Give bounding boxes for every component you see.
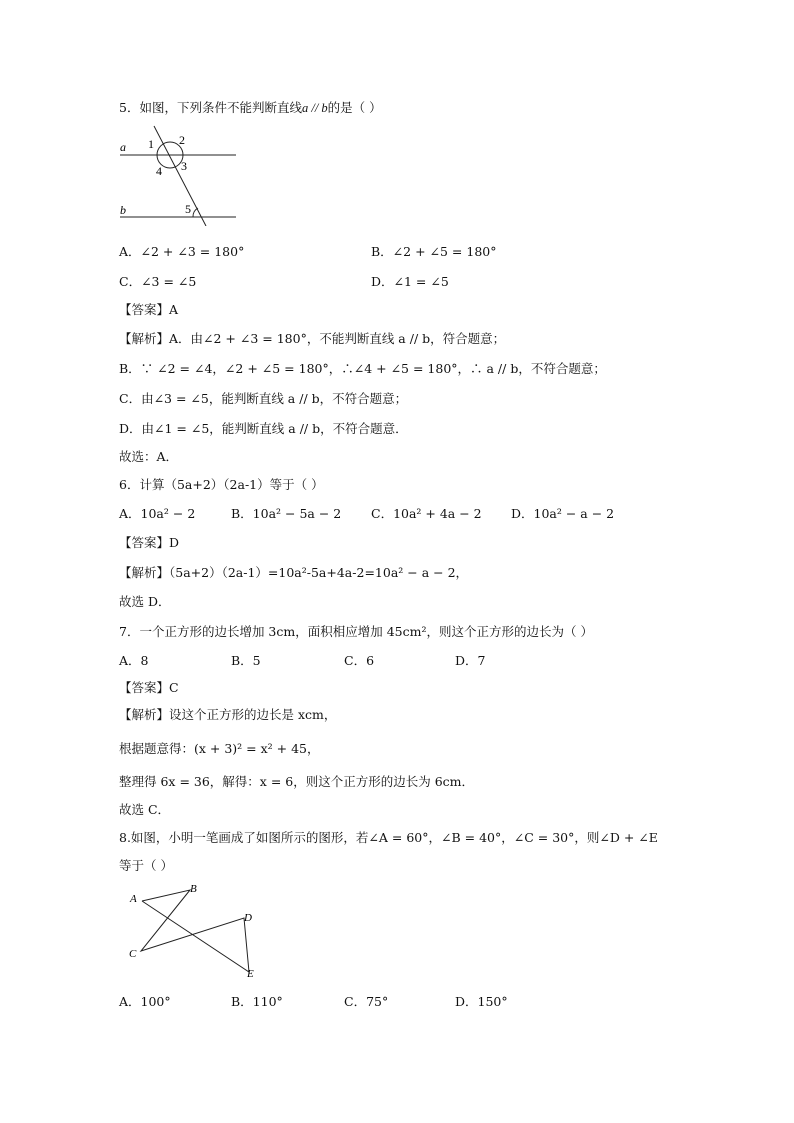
label-point-d: D: [244, 912, 252, 924]
q7-answer: 【答案】C: [119, 680, 179, 695]
q6-option-d: D．10a² − a − 2: [511, 506, 615, 521]
q5-analysis-line-1: 【解析】A．由∠2 + ∠3 = 180°，不能判断直线 a // b，符合题意；: [119, 331, 506, 346]
q5-analysis-line-3: C．由∠3 = ∠5，能判断直线 a // b，不符合题意；: [119, 391, 408, 406]
q5-answer: 【答案】A: [119, 302, 179, 317]
q5-choose: 故选：A．: [119, 449, 179, 464]
q7-stem: 7．一个正方形的边长增加 3cm，面积相应增加 45cm²，则这个正方形的边长为（ ）: [119, 624, 593, 639]
q8-figure: [126, 880, 266, 980]
q8-polyline: [141, 890, 249, 972]
q5-option-d: D．∠1 = ∠5: [371, 274, 449, 289]
q6-analysis-line-1: 【解析】（5a+2）（2a-1）=10a²-5a+4a-2=10a² − a − 2，: [119, 565, 469, 580]
q5-analysis-line-4: D．由∠1 = ∠5，能判断直线 a // b，不符合题意．: [119, 421, 408, 436]
q5-stem: 5．如图，下列条件不能判断直线a // b的是（ ）: [119, 100, 382, 115]
q7-analysis-line-1: 【解析】设这个正方形的边长是 xcm，: [119, 707, 337, 722]
q8-option-a: A．100°: [119, 994, 171, 1009]
q8-stem-line-2: 等于（ ）: [119, 858, 173, 873]
label-point-e: E: [247, 968, 254, 980]
q7-analysis-line-3: 整理得 6x = 36，解得：x = 6，则这个正方形的边长为 6cm．: [119, 774, 475, 789]
q7-analysis-line-2: 根据题意得：(x + 3)² = x² + 45，: [119, 741, 320, 756]
q5-figure: [116, 124, 240, 226]
label-angle-3: 3: [181, 159, 187, 173]
label-point-b: B: [190, 883, 197, 895]
q7-choose: 故选 C．: [119, 802, 171, 817]
q6-choose: 故选 D．: [119, 594, 171, 609]
q5-option-b: B．∠2 + ∠5 = 180°: [371, 244, 497, 259]
q5-option-c: C．∠3 = ∠5: [119, 274, 197, 289]
q7-option-a: A．8: [119, 653, 149, 668]
label-angle-4: 4: [156, 164, 162, 178]
label-line-b: b: [120, 203, 126, 217]
q8-option-d: D．150°: [455, 994, 508, 1009]
q6-option-c: C．10a² + 4a − 2: [371, 506, 482, 521]
q7-option-b: B．5: [231, 653, 261, 668]
q5-analysis-line-2: B．∵ ∠2 = ∠4，∠2 + ∠5 = 180°，∴∠4 + ∠5 = 180°，∴ a // b，不符合题意；: [119, 361, 606, 376]
label-angle-1: 1: [148, 137, 154, 151]
q6-answer: 【答案】D: [119, 535, 180, 550]
q6-option-b: B．10a² − 5a − 2: [231, 506, 342, 521]
q5-stem-math: a // b: [301, 101, 328, 115]
label-point-a: A: [130, 893, 137, 905]
q7-option-d: D．7: [455, 653, 486, 668]
label-point-c: C: [129, 948, 137, 960]
q7-option-c: C．6: [344, 653, 375, 668]
label-line-a: a: [120, 140, 126, 154]
q8-stem-line-1: 8.如图，小明一笔画成了如图所示的图形，若∠A = 60°，∠B = 40°，∠C = 30°，则∠D + ∠E: [119, 830, 658, 845]
q6-option-a: A．10a² − 2: [119, 506, 196, 521]
q8-option-c: C．75°: [344, 994, 389, 1009]
q5-option-a: A．∠2 + ∠3 = 180°: [119, 244, 245, 259]
q8-option-b: B．110°: [231, 994, 283, 1009]
q6-stem: 6．计算（5a+2）（2a-1）等于（ ）: [119, 477, 324, 492]
label-angle-2: 2: [179, 133, 185, 147]
label-angle-5: 5: [185, 202, 191, 216]
